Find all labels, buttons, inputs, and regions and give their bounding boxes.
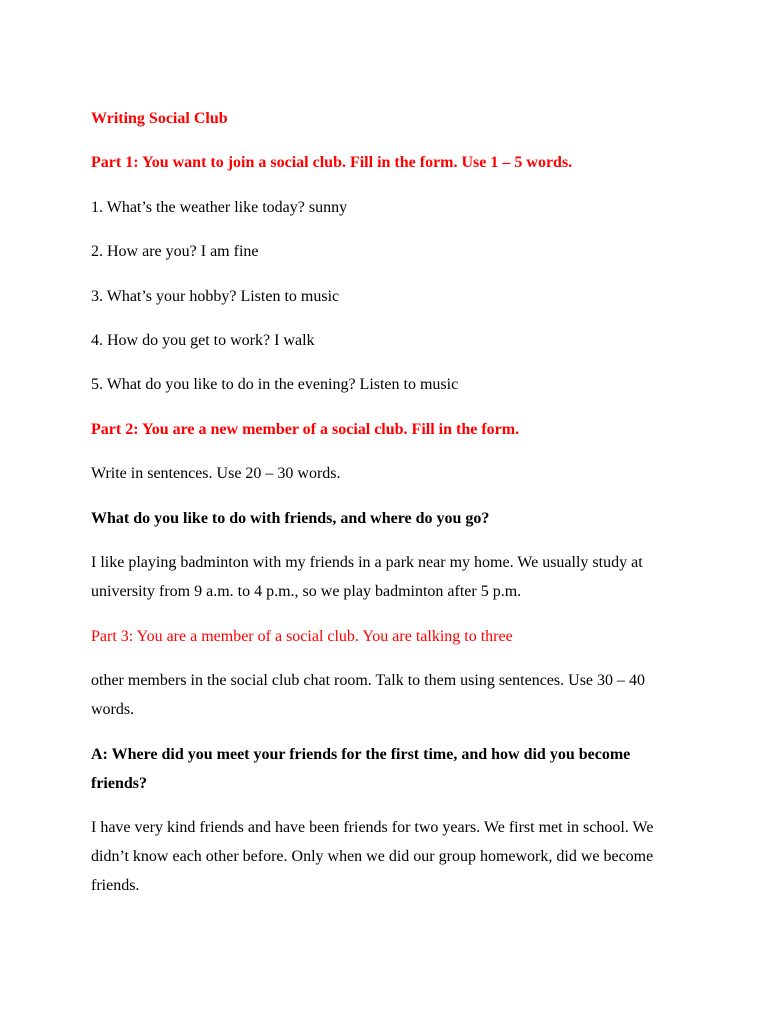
part3-instruction: other members in the social club chat room. Talk to them using sentences. Use 30 – 40 words. — [91, 672, 646, 718]
part1-item: 1. What’s the weather like today? sunny — [91, 199, 348, 216]
part2-answer: I like playing badminton with my friends in a park near my home. We usually study at university from 9 a.m. to 4 p.m., so we play badminton after 5 p.m. — [91, 554, 643, 600]
part2-instruction: Write in sentences. Use 20 – 30 words. — [91, 465, 341, 482]
part1-item: 4. How do you get to work? I walk — [91, 332, 315, 349]
part1-heading: Part 1: You want to join a social club. Fill in the form. Use 1 – 5 words. — [91, 154, 573, 171]
part3-heading: Part 3: You are a member of a social club. You are talking to three — [91, 628, 513, 645]
part2-question: What do you like to do with friends, and where do you go? — [91, 510, 490, 527]
part3-question-a: A: Where did you meet your friends for the first time, and how did you become friends? — [91, 746, 631, 792]
document-title: Writing Social Club — [91, 110, 228, 127]
part1-item: 5. What do you like to do in the evening? Listen to music — [91, 376, 459, 393]
part2-heading: Part 2: You are a new member of a social club. Fill in the form. — [91, 421, 520, 438]
part3-answer-a: I have very kind friends and have been friends for two years. We first met in school. We didn’t know each other before. Only when we did our group homework, did we become friends. — [91, 819, 654, 894]
part1-item: 3. What’s your hobby? Listen to music — [91, 288, 340, 305]
part1-item: 2. How are you? I am fine — [91, 243, 259, 260]
